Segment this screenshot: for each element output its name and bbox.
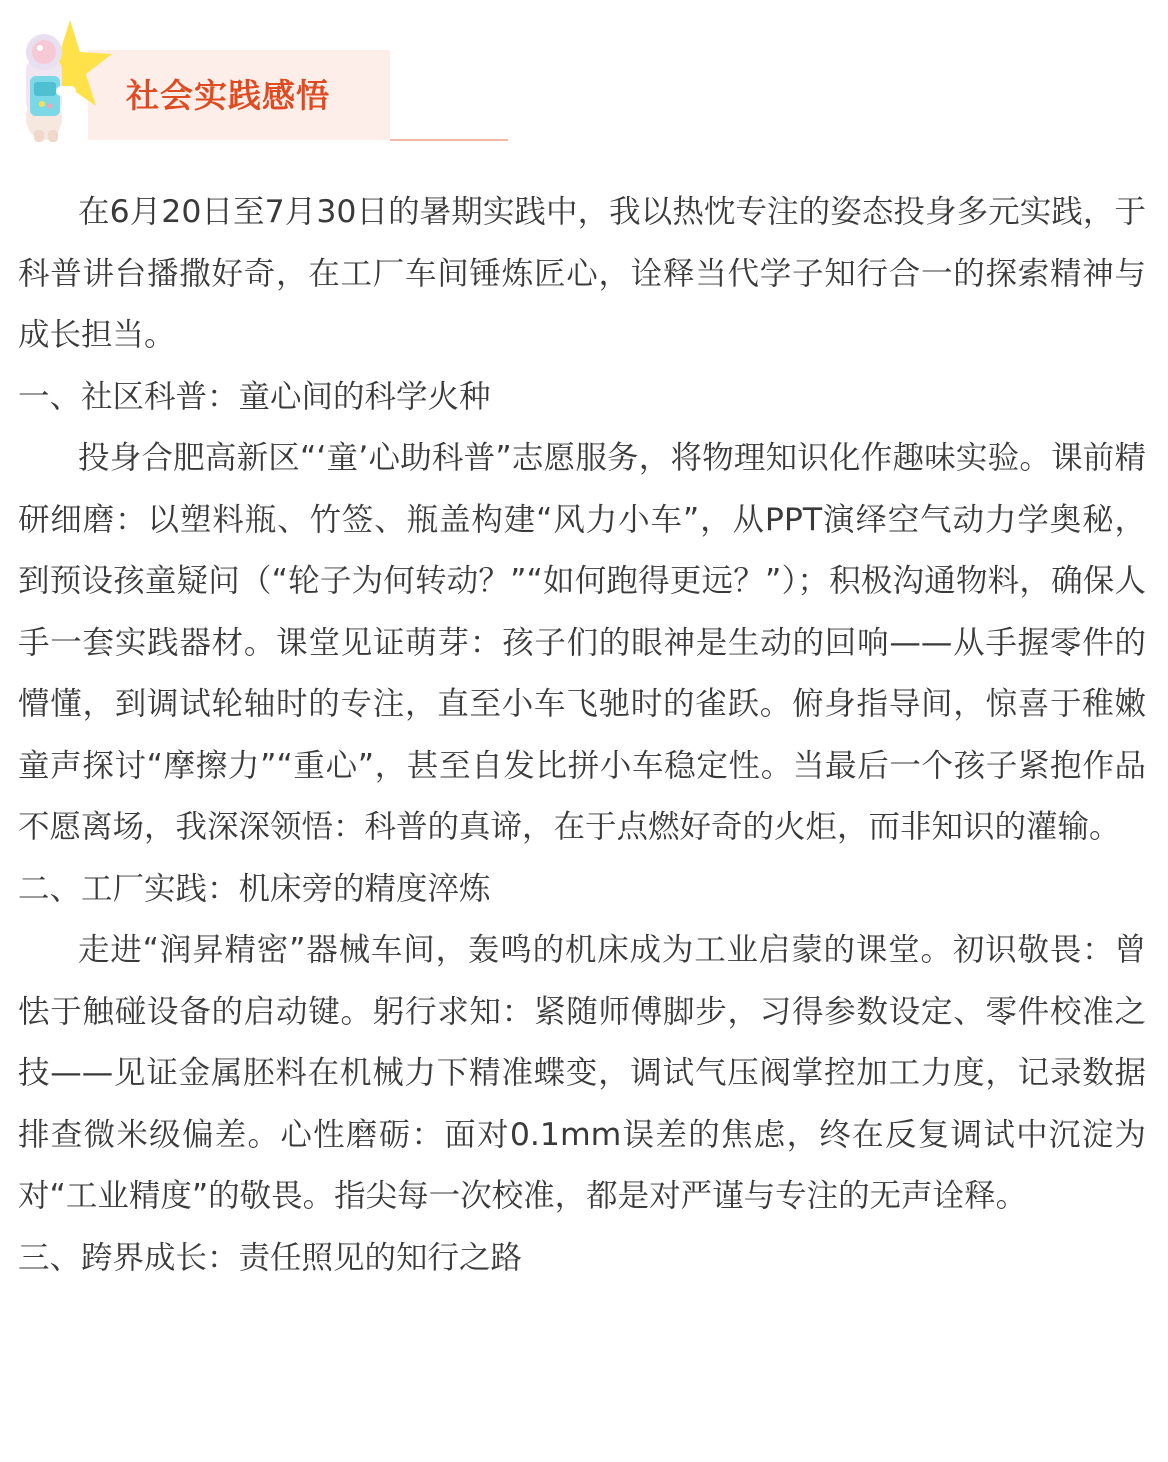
title-underline: [390, 139, 508, 141]
section-header: [0, 0, 1168, 160]
section1-heading: 一、社区科普：童心间的科学火种: [18, 378, 491, 415]
section2-heading: 二、工厂实践：机床旁的精度淬炼: [18, 870, 491, 907]
article-body: [18, 182, 1146, 1289]
section2-paragraph: 走进“润昇精密”器械车间，轰鸣的机床成为工业启蒙的课堂。初识敬畏：曾怯于触碰设备的启动键。躬行求知：紧随师傅脚步，习得参数设定、零件校准之技——见证金属胚料在机械力下精准蝶变，调试气压阀掌控加工力度，记录数据排查微米级偏差。心性磨砺：面对0.1mm误差的焦虑，终在反复调试中沉淀为对“工业精度”的敬畏。指尖每一次校准，都是对严谨与专注的无声诠释。: [18, 932, 1146, 1214]
intro-paragraph: 在6月20日至7月30日的暑期实践中，我以热忱专注的姿态投身多元实践，于科普讲台播撒好奇，在工厂车间锤炼匠心，诠释当代学子知行合一的探索精神与成长担当。: [18, 194, 1146, 353]
astronaut-star-icon: [12, 18, 114, 144]
section-title: 社会实践感悟: [126, 76, 330, 115]
section3-heading: 三、跨界成长：责任照见的知行之路: [18, 1239, 523, 1276]
section1-paragraph: 投身合肥高新区“‘童’心助科普”志愿服务，将物理知识化作趣味实验。课前精研细磨：以塑料瓶、竹签、瓶盖构建“风力小车”，从PPT演绎空气动力学奥秘，到预设孩童疑问（“轮子为何转动？”“如何跑得更远？”）；积极沟通物料，确保人手一套实践器材。课堂见证萌芽：孩子们的眼神是生动的回响——从手握零件的懵懂，到调试轮轴时的专注，直至小车飞驰时的雀跃。俯身指导间，惊喜于稚嫩童声探讨“摩擦力”“重心”，甚至自发比拼小车稳定性。当最后一个孩子紧抱作品不愿离场，我深深领悟：科普的真谛，在于点燃好奇的火炬，而非知识的灌输。: [18, 440, 1146, 845]
